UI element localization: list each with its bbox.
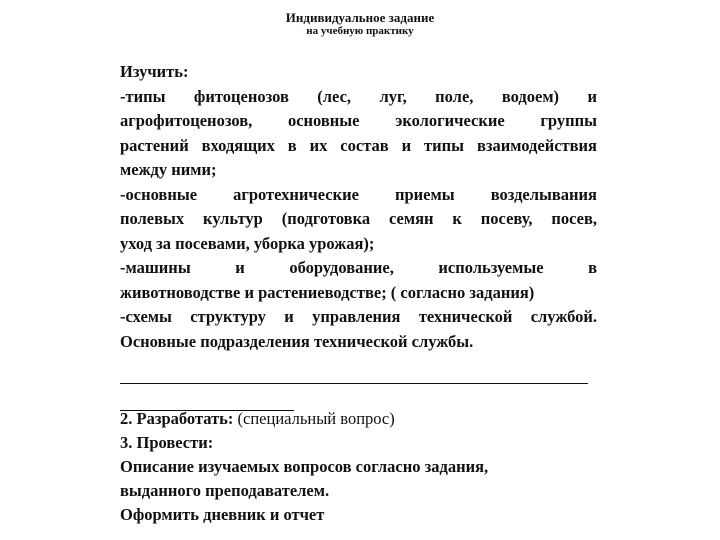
study-line: -типы фитоценозов (лес, луг, поле, водоем) и bbox=[120, 86, 597, 106]
study-line: агрофитоценозов, основные экологические группы bbox=[120, 111, 597, 130]
study-line: животноводстве и растениеводстве; ( согласно задания) bbox=[120, 282, 535, 302]
study-heading: Изучить: bbox=[120, 62, 189, 81]
study-line: растений входящих в их состав и типы взаимодействия bbox=[120, 135, 597, 155]
document-header bbox=[0, 10, 720, 38]
study-line: Основные подразделения технической службы. bbox=[120, 331, 474, 351]
develop-label: 2. Разработать: bbox=[120, 409, 234, 428]
study-line: -схемы структуру и управления технической службой. bbox=[120, 307, 597, 326]
tasks-section bbox=[120, 407, 597, 527]
document-subtitle: на учебную практику bbox=[306, 25, 414, 37]
study-section bbox=[120, 60, 597, 354]
study-line: -основные агротехнические приемы возделывания bbox=[120, 184, 597, 204]
study-line: между ними; bbox=[120, 160, 217, 179]
study-line: уход за посевами, уборка урожая); bbox=[120, 233, 375, 253]
conduct-label: 3. Провести: bbox=[120, 433, 214, 452]
develop-item bbox=[120, 407, 597, 431]
develop-value: (специальный вопрос) bbox=[237, 409, 395, 428]
conduct-line: Описание изучаемых вопросов согласно задания, bbox=[120, 457, 489, 476]
document-title: Индивидуальное задание bbox=[285, 10, 435, 25]
study-line: полевых культур (подготовка семян к посеву, посев, bbox=[120, 209, 597, 228]
divider-line bbox=[120, 383, 588, 384]
study-line: -машины и оборудование, используемые в bbox=[120, 258, 597, 277]
conduct-line: выданного преподавателем. bbox=[120, 481, 330, 500]
conduct-line: Оформить дневник и отчет bbox=[120, 505, 325, 524]
